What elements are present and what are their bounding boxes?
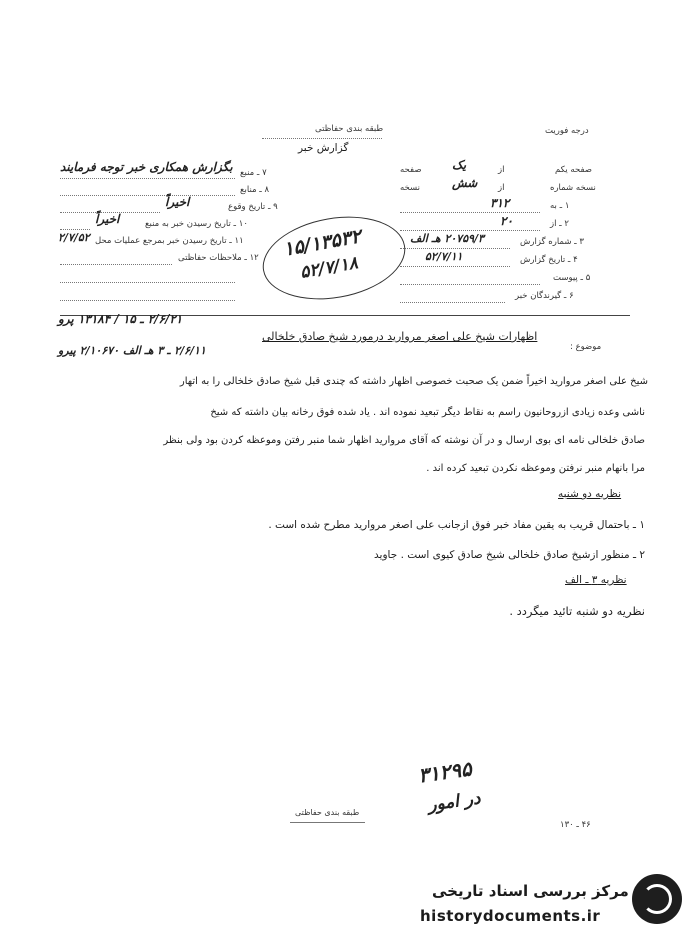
field-from-value: ۲۰ [500,214,513,228]
analysis-item-1: ۱ ـ باحتمال قریب به یقین مفاد خبر فوق ازجانب علی اصغر مروارید مطرح شده است . [268,519,645,531]
field-to-label: ۱ ـ به [550,201,570,211]
field-authority-received-value: ۲/۷/۵۲ [58,231,90,244]
logo-site: historydocuments.ir [420,907,601,925]
handwritten-number: ۳۱۲۹۵ [416,756,474,788]
urgency-label: درجه فوریت [545,126,589,136]
page-count: یک [452,158,467,172]
field-report-date-label: ۴ ـ تاریخ گزارش [520,255,578,265]
field-occurrence-date-value: اخیراً [165,195,190,209]
logo-mark-icon [632,874,682,924]
body-line-2: ناشی وعده زیادی ازروحانیون راسم به نقاط دیگر تبعید نموده اند . یاد شده فوق رخانه بیان داشته که شیخ [210,407,645,418]
copy-suffix: نسخه [400,183,420,193]
field-report-date-value: ۵۲/۷/۱۱ [425,250,463,263]
page-suffix: صفحه [400,165,422,175]
body-line-1: شیخ علی اصغر مروارید اخیراً ضمن یک صحبت خصوصی اظهار داشته که چندی قبل شیخ صادق خلخالی را به اتهار [179,376,648,387]
body-line-4: مرا بانهام منبر نرفتن وموعظه نکردن تبعید کرده اند . [426,463,645,474]
page-label: صفحه یکم [555,165,592,175]
field-source-value: بگزارش همکاری خبر توجه فرمایند [60,160,233,174]
copy-from: از [498,183,505,193]
field-source-received-value: اخیراً [95,212,120,226]
subject-label: موضوع : [570,342,602,352]
analysis2-title: نظریه ۳ ـ الف [565,574,627,586]
archive-reference: ۲/۶/۲۱ ـ ۱۵ / ۱۳۱۸۴ پرو [58,312,183,326]
field-report-number-label: ۳ ـ شماره گزارش [520,237,584,247]
field-report-number-value: ۲۰۷۵۹/۳ هـ الف [410,232,484,245]
field-to-value: ۳۱۲ [490,196,510,210]
copy-label: نسخه شماره [550,183,596,193]
copy-count: شش [452,176,478,190]
file-reference: ۲/۶/۱۱ ـ ۳ هـ الف ۲/۱۰۶۷۰ پیرو [58,344,206,357]
footer-classification: طبقه بندی حفاظتی [295,808,360,817]
field-authority-received-label: ۱۱ ـ تاریخ رسیدن خبر بمرجع عملیات محل [95,236,244,246]
field-recipients-label: ۶ ـ گیرندگان خبر [515,291,574,301]
analysis2-text: نظریه دو شنبه تائید میگردد . [509,604,645,618]
handwritten-note: در امور [426,788,482,816]
report-title: گزارش خبر [298,142,349,154]
form-code: ۴۶ ـ ۱۳۰ [560,820,591,830]
subject-text: اظهارات شیخ علی اصغر مروارید درمورد شیخ صادق خلخالی [262,330,538,343]
field-attachment-label: ۵ ـ پیوست [553,273,591,283]
stamp-number: ۱۵/۱۳۵۳۲ [281,225,363,261]
analysis-item-2: ۲ ـ منظور ازشیخ صادق خلخالی شیخ صادق کیوی است . جاوید [374,549,645,561]
page-from: از [498,165,505,175]
field-occurrence-date-label: ۹ ـ تاریخ وقوع [228,202,278,212]
field-sources-label: ۸ ـ منابع [240,185,270,195]
field-source-received-label: ۱۰ ـ تاریخ رسیدن خبر به منبع [145,219,248,229]
analysis-title: نظریه دو شنبه [558,488,622,500]
classification-label: طبقه بندی حفاظتی [315,124,384,134]
field-from-label: ۲ ـ از [550,219,569,229]
body-line-3: صادق خلخالی نامه ای بوی ارسال و در آن نوشته که آقای مروارید اظهار شما منبر رفتن وموعظه کردن بود ولی بنظر [163,435,645,446]
stamp-date: ۵۲/۷/۱۸ [298,253,360,283]
field-security-notes-label: ۱۲ ـ ملاحظات حفاظتی [178,253,259,263]
logo-title: مرکز بررسی اسناد تاریخی [432,882,629,900]
field-source-label: ۷ ـ منبع [240,168,267,178]
